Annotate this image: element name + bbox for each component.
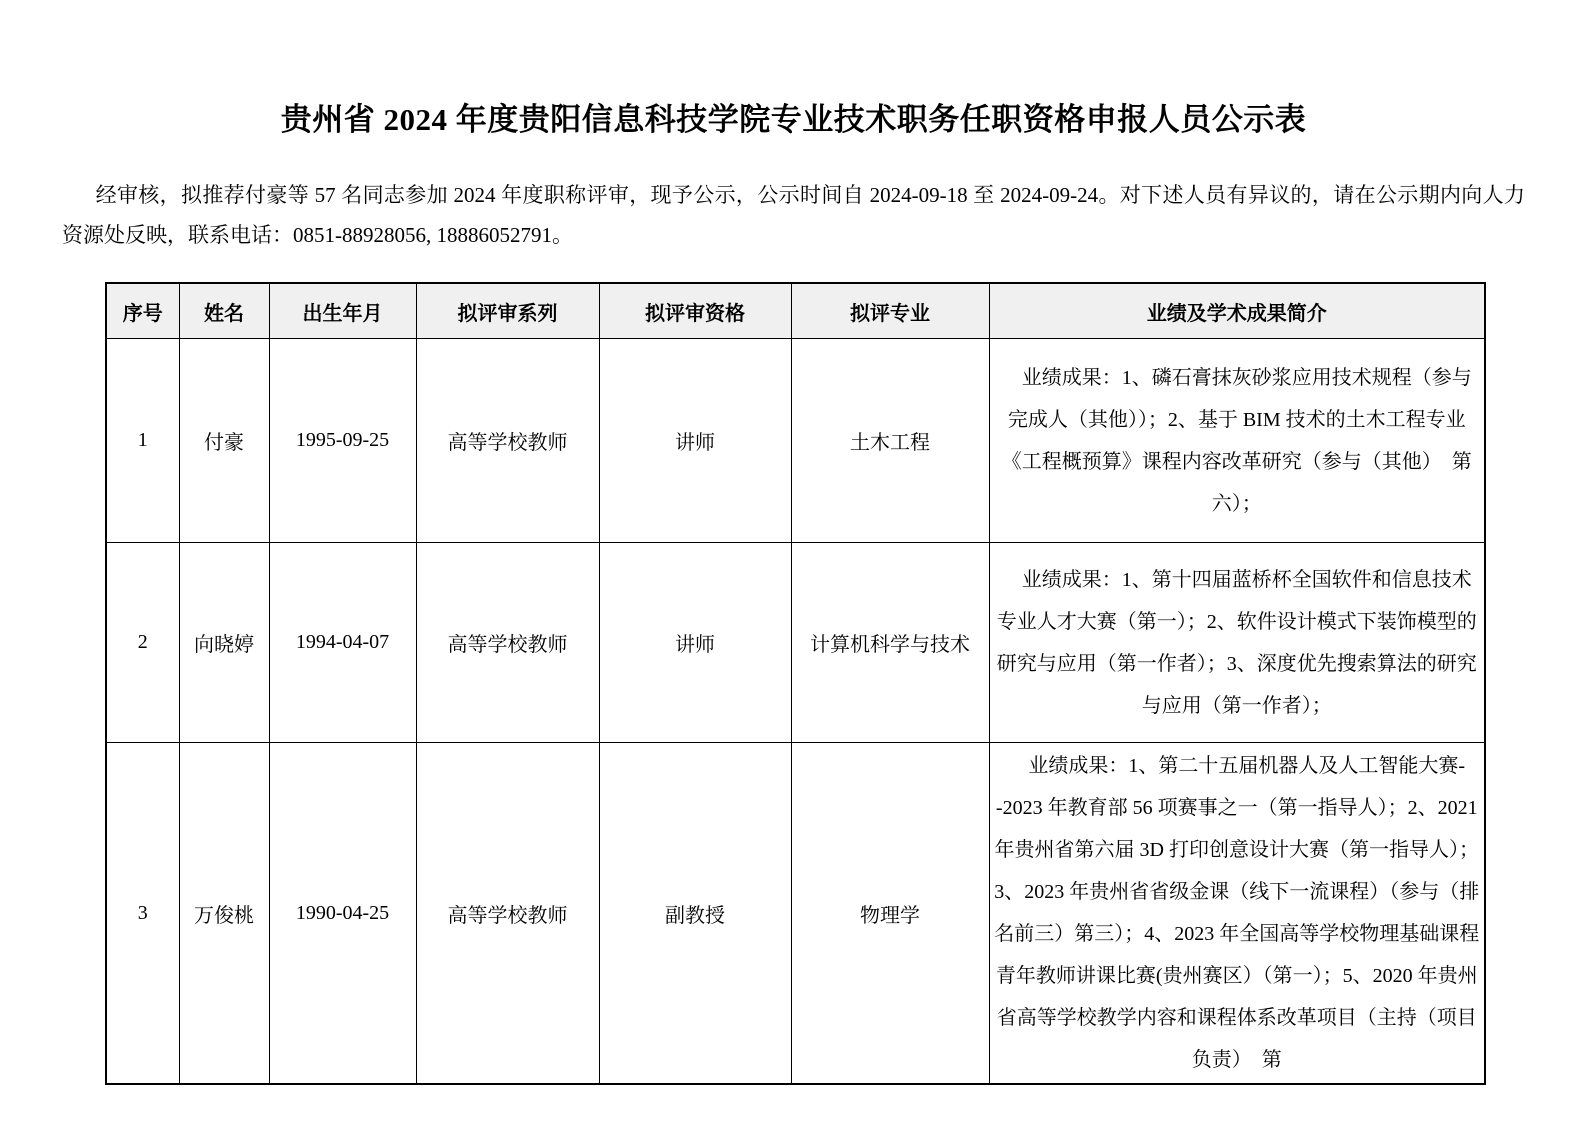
cell-achievements: 业绩成果：1、磷石膏抹灰砂浆应用技术规程（参与完成人（其他））；2、基于 BIM 技术的土木工程专业《工程概预算》课程内容改革研究（参与（其他） 第六）； <box>989 339 1485 543</box>
page-title: 贵州省 2024 年度贵阳信息科技学院专业技术职务任职资格申报人员公示表 <box>280 102 1307 137</box>
cell-name: 付豪 <box>179 339 269 543</box>
col-header-series: 拟评审系列 <box>416 283 599 339</box>
intro-paragraph: 经审核，拟推荐付豪等 57 名同志参加 2024 年度职称评审，现予公示，公示时间自 2024-09-18 至 2024-09-24。对下述人员有异议的，请在公示期内向人力资源处反映，联系电话：0851-88928056, 18886052791。 <box>62 183 1525 247</box>
cell-major: 土木工程 <box>791 339 989 543</box>
col-header-name: 姓名 <box>179 283 269 339</box>
cell-achievements: 业绩成果：1、第十四届蓝桥杯全国软件和信息技术专业人才大赛（第一）；2、软件设计模式下装饰模型的研究与应用（第一作者）；3、深度优先搜索算法的研究与应用（第一作者）； <box>989 543 1485 743</box>
cell-qualification: 讲师 <box>599 339 791 543</box>
col-header-major: 拟评专业 <box>791 283 989 339</box>
cell-qualification: 副教授 <box>599 743 791 1085</box>
cell-major: 物理学 <box>791 743 989 1085</box>
cell-series: 高等学校教师 <box>416 543 599 743</box>
cell-seq: 1 <box>106 339 179 543</box>
cell-name: 万俊桃 <box>179 743 269 1085</box>
cell-seq: 3 <box>106 743 179 1085</box>
cell-major: 计算机科学与技术 <box>791 543 989 743</box>
cell-series: 高等学校教师 <box>416 743 599 1085</box>
col-header-qualification: 拟评审资格 <box>599 283 791 339</box>
cell-birth: 1995-09-25 <box>269 339 416 543</box>
cell-series: 高等学校教师 <box>416 339 599 543</box>
applicants-table <box>105 282 1486 1085</box>
table-row <box>106 543 1485 743</box>
cell-qualification: 讲师 <box>599 543 791 743</box>
cell-birth: 1990-04-25 <box>269 743 416 1085</box>
cell-name: 向晓婷 <box>179 543 269 743</box>
col-header-seq: 序号 <box>106 283 179 339</box>
table-row <box>106 743 1485 1085</box>
cell-seq: 2 <box>106 543 179 743</box>
cell-achievements: 业绩成果：1、第二十五届机器人及人工智能大赛--2023 年教育部 56 项赛事之一（第一指导人）；2、2021 年贵州省第六届 3D 打印创意设计大赛（第一指导人）；3、2023 年贵州省省级金课（线下一流课程）（参与（排名前三）第三）；4、2023 年全国高等学校物理基础课程青年教师讲课比赛(贵州赛区）（第一）；5、2020 年贵州省高等学校教学内容和课程体系改革项目（主持（项目负责） 第 <box>989 743 1485 1085</box>
table-row <box>106 339 1485 543</box>
col-header-achievements: 业绩及学术成果简介 <box>989 283 1485 339</box>
col-header-birth: 出生年月 <box>269 283 416 339</box>
cell-birth: 1994-04-07 <box>269 543 416 743</box>
table-header-row <box>106 283 1485 339</box>
